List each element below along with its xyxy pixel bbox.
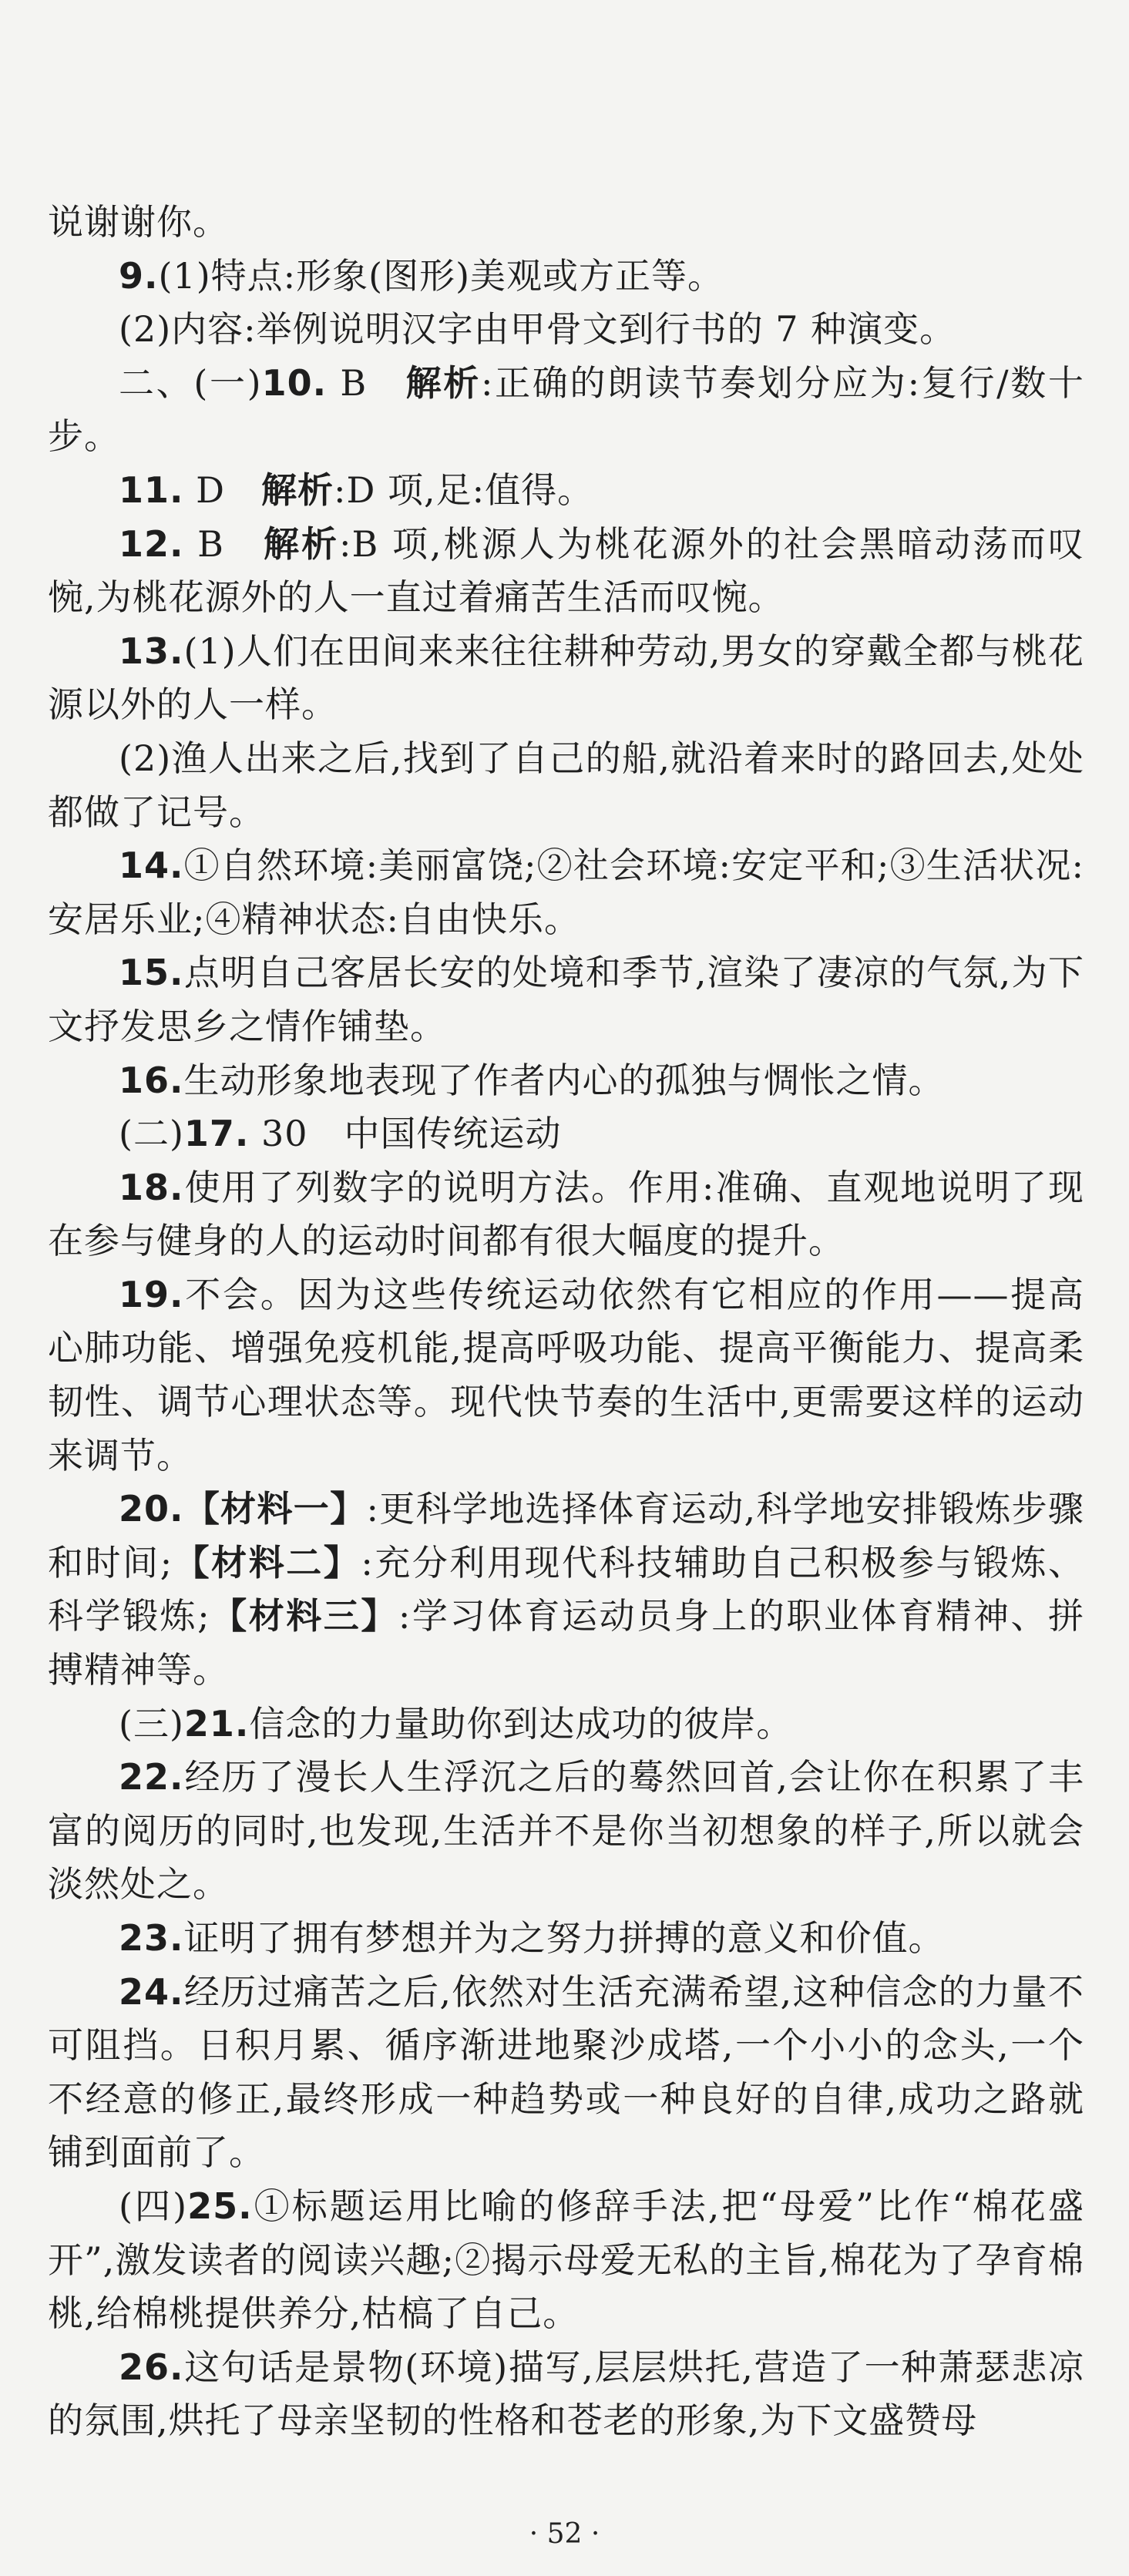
- answer-paragraph: [48, 732, 1084, 839]
- answer-paragraph: [48, 1054, 1084, 1108]
- bold-label: 19.: [119, 1273, 184, 1315]
- text-run: :D 项,足:值得。: [334, 469, 594, 511]
- answer-paragraph: [48, 839, 1084, 946]
- text-run: 经历过痛苦之后,依然对生活充满希望,这种信念的力量不可阻挡。日积月累、循序渐进地聚沙成塔,一个小小的念头,一个不经意的修正,最终形成一种趋势或一种良好的自律,成功之路就铺到面前了。: [48, 1970, 1084, 2174]
- answer-paragraph: [48, 518, 1084, 625]
- bold-label: 22.: [119, 1756, 184, 1798]
- bold-label: 解析: [405, 361, 481, 404]
- text-run: :更科学地选择体育运动,科学地安排锻炼步骤和时间;: [48, 1488, 1084, 1584]
- answer-paragraph: [48, 1268, 1084, 1483]
- text-run: (1)特点:形象(图形)美观或方正等。: [158, 254, 724, 297]
- bold-label: 11.: [119, 469, 184, 511]
- text-run: 二、(一): [119, 361, 262, 404]
- bold-label: 18.: [119, 1166, 184, 1208]
- answer-paragraph: [48, 1483, 1084, 1697]
- text-run: 使用了列数字的说明方法。作用:准确、直观地说明了现在参与健身的人的运动时间都有很大幅度的提升。: [48, 1166, 1084, 1262]
- text-run: (四): [119, 2185, 188, 2227]
- answer-paragraph: [48, 1698, 1084, 1751]
- text-run: 这句话是景物(环境)描写,层层烘托,营造了一种萧瑟悲凉的氛围,烘托了母亲坚韧的性格和苍老的形象,为下文盛赞母: [48, 2346, 1084, 2442]
- text-run: 证明了拥有梦想并为之努力拼搏的意义和价值。: [183, 1917, 945, 1959]
- answer-paragraph: [48, 946, 1084, 1053]
- answer-text-body: [48, 196, 1084, 2448]
- bold-label: 26.: [119, 2346, 184, 2388]
- answer-paragraph: [48, 1161, 1084, 1268]
- text-run: ①自然环境:美丽富饶;②社会环境:安定平和;③生活状况:安居乐业;④精神状态:自由快乐。: [48, 845, 1084, 940]
- text-run: (三): [119, 1702, 184, 1745]
- bold-label: 10.: [261, 361, 328, 404]
- bold-label: 解析: [261, 469, 334, 511]
- text-run: (2)内容:举例说明汉字由甲骨文到行书的 7 种演变。: [119, 308, 956, 351]
- text-run: ①标题运用比喻的修辞手法,把“母爱”比作“棉花盛开”,激发读者的阅读兴趣;②揭示母爱无私的主旨,棉花为了孕育棉桃,给棉桃提供养分,枯槁了自己。: [48, 2185, 1085, 2335]
- text-run: (1)人们在田间来来往往耕种劳动,男女的穿戴全都与桃花源以外的人一样。: [48, 630, 1084, 726]
- text-run: 点明自己客居长安的处境和季节,渲染了凄凉的气氛,为下文抒发思乡之情作铺垫。: [48, 952, 1084, 1047]
- text-run: 生动形象地表现了作者内心的孤独与惆怅之情。: [183, 1059, 945, 1101]
- answer-paragraph: [48, 1912, 1084, 1966]
- text-run: (2)渔人出来之后,找到了自己的船,就沿着来时的路回去,处处都做了记号。: [48, 737, 1084, 833]
- bold-label: 【材料一】: [183, 1488, 367, 1530]
- text-run: 30 中国传统运动: [249, 1113, 562, 1155]
- bold-label: 解析: [264, 522, 340, 565]
- bold-label: 【材料二】: [173, 1541, 361, 1584]
- answer-paragraph: [48, 464, 1084, 518]
- answer-paragraph: [48, 196, 1084, 250]
- text-run: D: [183, 469, 262, 511]
- answer-paragraph: [48, 250, 1084, 304]
- text-run: 信念的力量助你到达成功的彼岸。: [249, 1702, 793, 1745]
- answer-paragraph: [48, 2180, 1084, 2341]
- bold-label: 13.: [119, 630, 184, 672]
- text-run: B: [327, 361, 406, 404]
- bold-label: 24.: [119, 1970, 184, 2013]
- bold-label: 25.: [187, 2185, 253, 2227]
- answer-paragraph: [48, 1751, 1084, 1912]
- answer-paragraph: [48, 2341, 1084, 2448]
- text-run: (二): [119, 1113, 184, 1155]
- bold-label: 15.: [119, 952, 184, 994]
- bold-label: 17.: [183, 1113, 250, 1155]
- answer-paragraph: [48, 303, 1084, 357]
- bold-label: 21.: [183, 1702, 250, 1745]
- text-run: :学习体育运动员身上的职业体育精神、拼搏精神等。: [48, 1595, 1085, 1691]
- bold-label: 12.: [119, 522, 184, 565]
- page-number: · 52 ·: [529, 2518, 600, 2550]
- bold-label: 【材料三】: [210, 1595, 398, 1637]
- bold-label: 16.: [119, 1059, 184, 1101]
- text-run: :充分利用现代科技辅助自己积极参与锻炼、科学锻炼;: [48, 1541, 1085, 1637]
- bold-label: 23.: [119, 1917, 184, 1959]
- text-run: :正确的朗读节奏划分应为:复行/数十步。: [48, 361, 1084, 458]
- text-run: B: [183, 522, 264, 565]
- bold-label: 14.: [119, 845, 184, 887]
- bold-label: 9.: [119, 254, 159, 297]
- text-run: :B 项,桃源人为桃花源外的社会黑暗动荡而叹惋,为桃花源外的人一直过着痛苦生活而叹惋。: [48, 522, 1085, 619]
- text-run: 经历了漫长人生浮沉之后的蓦然回首,会让你在积累了丰富的阅历的同时,也发现,生活并不是你当初想象的样子,所以就会淡然处之。: [48, 1756, 1084, 1906]
- bold-label: 20.: [119, 1488, 184, 1530]
- text-run: 不会。因为这些传统运动依然有它相应的作用——提高心肺功能、增强免疫机能,提高呼吸功能、提高平衡能力、提高柔韧性、调节心理状态等。现代快节奏的生活中,更需要这样的运动来调节。: [48, 1273, 1084, 1476]
- text-run: 说谢谢你。: [48, 201, 229, 243]
- answer-paragraph: [48, 1107, 1084, 1161]
- answer-paragraph: [48, 1966, 1084, 2180]
- answer-paragraph: [48, 625, 1084, 732]
- answer-paragraph: [48, 357, 1084, 464]
